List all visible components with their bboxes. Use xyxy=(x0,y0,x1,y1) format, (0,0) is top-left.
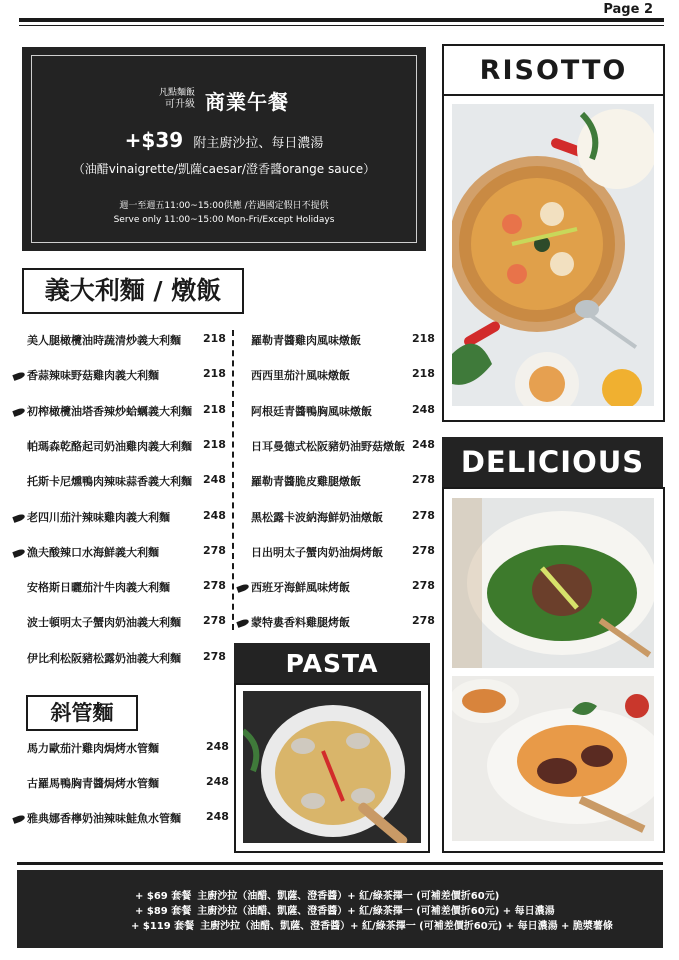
menu-item-label: 羅勒青醬脆皮雞腿燉飯 xyxy=(251,475,361,489)
menu-item-label: 美人腿橄欖油時蔬清炒義大利麵 xyxy=(27,334,181,347)
menu-item-price: 278 xyxy=(203,649,226,663)
menu-item-label: 黑松露卡波納海鮮奶油燉飯 xyxy=(251,510,383,524)
promo-upgrade-note: 凡點麵飯 可升級 xyxy=(159,88,196,110)
pasta-photo-panel xyxy=(234,683,430,853)
clam-spaghetti-image xyxy=(243,691,421,843)
menu-item-label: 蒙特婁香料雞腿烤飯 xyxy=(251,616,350,630)
menu-item-label: 初榨橄欖油塔香辣炒蛤蠣義大利麵 xyxy=(27,404,192,418)
menu-item-price: 248 xyxy=(206,810,229,823)
menu-item-label: 馬力歐茄汁雞肉焗烤水管麵 xyxy=(27,742,159,755)
menu-item-name xyxy=(251,473,361,489)
menu-item-label: 日出明太子蟹肉奶油焗烤飯 xyxy=(251,545,383,559)
menu-item-label: 老四川茄汁辣味雞肉義大利麵 xyxy=(27,510,170,524)
menu-item-name xyxy=(27,614,181,630)
business-lunch-frame xyxy=(31,55,417,243)
menu-item-price: 218 xyxy=(203,332,226,345)
menu-item-price: 248 xyxy=(412,437,435,451)
menu-item-name xyxy=(251,367,350,383)
risotto-heading-rule xyxy=(442,94,665,96)
menu-item-label: 西西里茄汁風味燉飯 xyxy=(251,369,350,383)
penne-section-title: 斜管麵 xyxy=(26,695,138,731)
menu-item-price: 278 xyxy=(412,579,435,593)
menu-item-price: 248 xyxy=(203,508,226,522)
menu-item-name xyxy=(27,650,181,666)
menu-item-price: 218 xyxy=(203,437,226,451)
pasta-heading: PASTA xyxy=(234,643,430,685)
menu-item-price: 278 xyxy=(203,614,226,628)
menu-item-price: 248 xyxy=(412,402,435,416)
menu-item-label: 香蒜辣味野菇雞肉義大利麵 xyxy=(27,369,159,383)
risotto-photo-panel xyxy=(442,44,665,422)
menu-item-name xyxy=(27,473,192,489)
menu-item-label: 托斯卡尼燻鴨肉辣味蒜香義大利麵 xyxy=(27,475,192,489)
menu-item-label: 古羅馬鴨胸青醬焗烤水管麵 xyxy=(27,777,159,790)
promo-sauces: （油醋vinaigrette/凱薩caesar/澄香醬orange sauce） xyxy=(72,162,376,176)
top-rule xyxy=(19,18,664,22)
menu-item-name xyxy=(251,614,350,630)
chili-icon xyxy=(12,548,25,558)
chili-icon xyxy=(236,583,249,593)
menu-item-label: 日耳曼德式松阪豬奶油野菇燉飯 xyxy=(251,439,405,453)
menu-item-name xyxy=(251,403,372,419)
menu-item-name xyxy=(27,579,170,595)
menu-item-price: 278 xyxy=(412,508,435,522)
combo-price: + $69 套餐 xyxy=(135,891,192,902)
menu-item-name xyxy=(27,438,192,454)
promo-price-line xyxy=(32,128,416,152)
business-lunch-banner xyxy=(22,47,426,251)
menu-item-price: 218 xyxy=(203,367,226,381)
menu-item-price: 278 xyxy=(412,614,435,628)
menu-item-name xyxy=(27,367,159,383)
menu-item-price: 278 xyxy=(203,579,226,593)
menu-item-price: 218 xyxy=(203,402,226,416)
delicious-photo-panel xyxy=(442,487,665,853)
combo-line xyxy=(135,887,499,902)
combo-desc: 主廚沙拉（油醋、凱薩、澄香醬）+ 紅/綠茶擇一 (可補差價折60元) + 每日濃湯 + 脆漿薯條 xyxy=(200,921,613,932)
menu-item-name xyxy=(251,579,350,595)
chili-icon xyxy=(12,407,25,417)
green-risotto-image xyxy=(452,498,654,668)
menu-item-price: 248 xyxy=(206,740,229,753)
combo-price: + $89 套餐 xyxy=(135,906,192,917)
menu-item-price: 278 xyxy=(412,543,435,557)
clam-pasta-photo xyxy=(243,691,421,843)
promo-hours-zh: 週一至週五11:00~15:00供應 /若遇國定假日不提供 xyxy=(119,201,329,211)
combo-line xyxy=(135,902,555,917)
menu-item-price: 278 xyxy=(203,543,226,557)
menu-item-name xyxy=(27,544,159,560)
menu-item-label: 羅勒青醬雞肉風味燉飯 xyxy=(251,334,361,347)
menu-item-name xyxy=(27,403,192,419)
pasta-risotto-section-title: 義大利麵 / 燉飯 xyxy=(22,268,244,314)
menu-item-label: 西班牙海鮮風味烤飯 xyxy=(251,581,350,595)
risotto-photo xyxy=(452,104,654,406)
promo-title: 商業午餐 xyxy=(205,90,289,114)
menu-item-label: 漁夫酸辣口水海鮮義大利麵 xyxy=(27,545,159,559)
chili-icon xyxy=(236,619,249,629)
combo-desc: 主廚沙拉（油醋、凱薩、澄香醬）+ 紅/綠茶擇一 (可補差價折60元) xyxy=(197,891,500,902)
risotto-green-photo xyxy=(452,498,654,668)
promo-price: +$39 xyxy=(124,128,184,152)
chili-icon xyxy=(12,814,25,824)
menu-item-label: 伊比利松阪豬松露奶油義大利麵 xyxy=(27,651,181,665)
menu-item-label: 安格斯日曬茄汁牛肉義大利麵 xyxy=(27,581,170,595)
menu-item-name xyxy=(251,544,383,560)
menu-item-name xyxy=(27,810,181,826)
menu-item-label: 雅典娜香檸奶油辣味鮭魚水管麵 xyxy=(27,812,181,825)
menu-item-price: 248 xyxy=(203,473,226,487)
menu-item-price: 278 xyxy=(412,473,435,487)
spaghetti-beef-image xyxy=(452,676,654,841)
top-rule-thin xyxy=(19,25,664,26)
menu-item-price: 218 xyxy=(412,367,435,381)
column-divider xyxy=(232,330,234,630)
menu-item-name xyxy=(251,438,405,454)
risotto-heading: RISOTTO xyxy=(444,50,663,92)
menu-item-name xyxy=(27,775,159,791)
delicious-heading: DELICIOUS xyxy=(442,437,663,487)
menu-item-name xyxy=(27,332,181,348)
menu-item-price: 248 xyxy=(206,775,229,788)
combo-desc: 主廚沙拉（油醋、凱薩、澄香醬）+ 紅/綠茶擇一 (可補差價折60元) + 每日濃湯 xyxy=(197,906,555,917)
chili-icon xyxy=(12,371,25,381)
chili-icon xyxy=(12,513,25,523)
menu-item-label: 帕瑪森乾酪起司奶油雞肉義大利麵 xyxy=(27,439,192,453)
menu-item-name xyxy=(251,509,383,525)
combo-line xyxy=(131,917,613,932)
page-number: Page 2 xyxy=(603,2,653,17)
combo-price: + $119 套餐 xyxy=(131,921,195,932)
promo-hours-en: Serve only 11:00~15:00 Mon-Fri/Except Holidays xyxy=(113,215,335,225)
spaghetti-beef-photo xyxy=(452,676,654,841)
menu-item-label: 阿根廷青醬鴨胸風味燉飯 xyxy=(251,404,372,418)
promo-price-desc: 附主廚沙拉、每日濃湯 xyxy=(193,136,324,151)
menu-item-label: 波士頓明太子蟹肉奶油義大利麵 xyxy=(27,616,181,630)
set-meal-banner xyxy=(17,870,663,948)
bottom-rule xyxy=(17,862,663,865)
menu-item-name xyxy=(251,332,361,348)
menu-item-name xyxy=(27,509,170,525)
paella-pan-image xyxy=(452,104,654,406)
menu-item-price: 218 xyxy=(412,332,435,345)
menu-item-name xyxy=(27,740,159,756)
